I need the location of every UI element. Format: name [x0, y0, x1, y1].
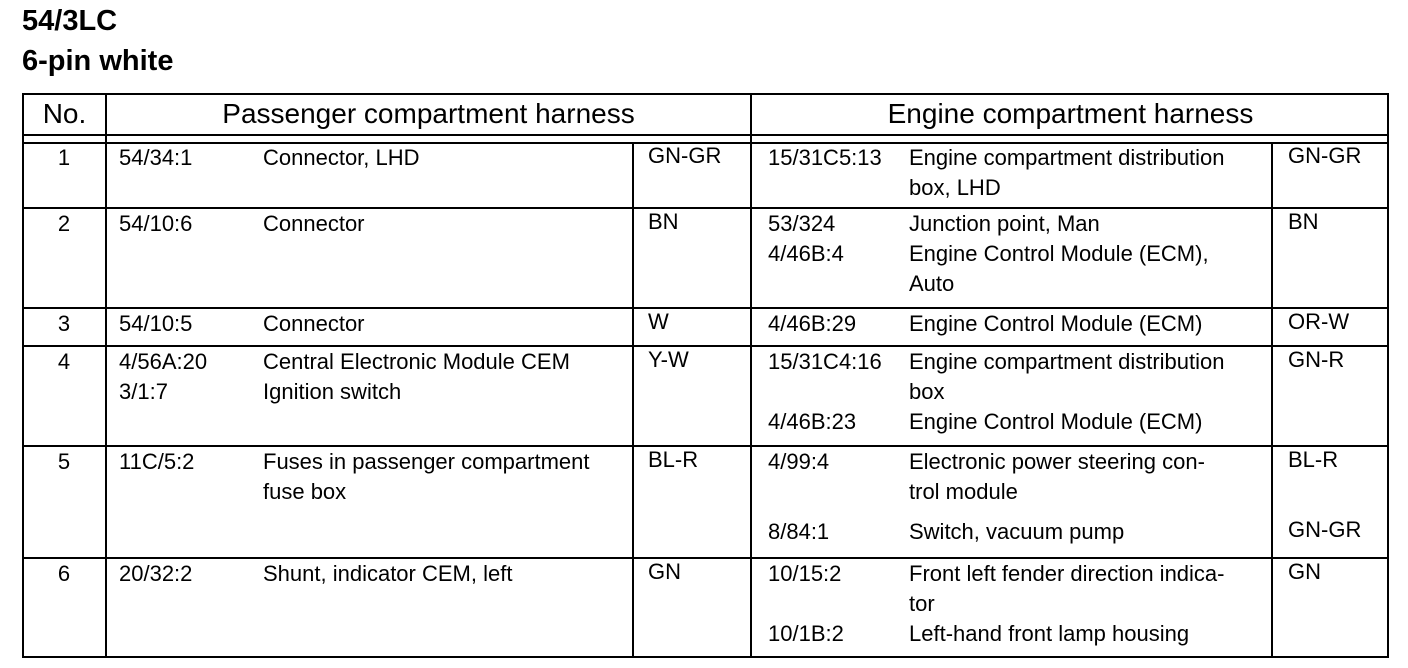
header-no: No.: [42, 98, 87, 129]
engine-wire-color: GN-GR: [1288, 143, 1362, 168]
divider-no: [105, 95, 107, 656]
engine-desc: Engine Control Module (ECM),: [909, 241, 1209, 266]
engine-ref: 10/15:2: [768, 561, 842, 586]
engine-ref: 4/46B:23: [768, 409, 857, 434]
engine-desc: Engine compartment distribution: [909, 349, 1225, 374]
passenger-ref: 4/56A:20: [119, 349, 208, 374]
engine-wire-color: GN-GR: [1288, 517, 1362, 542]
engine-desc: Engine Control Module (ECM): [909, 311, 1203, 336]
pin-number: 1: [57, 145, 71, 170]
engine-ref: 4/46B:4: [768, 241, 844, 266]
engine-wire-color: BL-R: [1288, 447, 1339, 472]
passenger-wire-color: BL-R: [648, 447, 699, 472]
passenger-wire-color: W: [648, 309, 669, 334]
engine-desc: Electronic power steering con-: [909, 449, 1205, 474]
row-divider: [24, 207, 1387, 209]
engine-desc: box, LHD: [909, 175, 1001, 200]
header-passenger: Passenger compartment harness: [222, 98, 635, 129]
passenger-ref: 11C/5:2: [119, 449, 195, 474]
passenger-ref: 3/1:7: [119, 379, 168, 404]
engine-ref: 53/324: [768, 211, 836, 236]
engine-ref: 15/31C4:16: [768, 349, 882, 374]
connector-code: 54/3LC: [22, 5, 118, 37]
passenger-desc: Connector: [263, 311, 365, 336]
pin-number: 2: [57, 211, 71, 236]
engine-ref: 10/1B:2: [768, 621, 844, 646]
passenger-desc: Connector, LHD: [263, 145, 420, 170]
engine-desc: Front left fender direction indica-: [909, 561, 1225, 586]
engine-wire-color: GN-R: [1288, 347, 1345, 372]
header-rule: [24, 134, 1387, 136]
passenger-desc: Shunt, indicator CEM, left: [263, 561, 513, 586]
passenger-ref: 54/10:6: [119, 211, 193, 236]
engine-wire-color: GN: [1288, 559, 1321, 584]
passenger-desc: fuse box: [263, 479, 347, 504]
pin-number: 5: [57, 449, 71, 474]
engine-ref: 15/31C5:13: [768, 145, 882, 170]
header-engine: Engine compartment harness: [887, 98, 1254, 129]
pin-number: 3: [57, 311, 71, 336]
passenger-ref: 20/32:2: [119, 561, 193, 586]
passenger-wire-color: Y-W: [648, 347, 689, 372]
engine-desc: tor: [909, 591, 935, 616]
pin-number: 4: [57, 349, 71, 374]
divider-engine-color: [1271, 144, 1273, 656]
engine-desc: Switch, vacuum pump: [909, 519, 1125, 544]
divider-harness: [750, 95, 752, 656]
engine-ref: 4/99:4: [768, 449, 830, 474]
passenger-desc: Connector: [263, 211, 365, 236]
engine-desc: Junction point, Man: [909, 211, 1100, 236]
passenger-desc: Fuses in passenger compartment: [263, 449, 590, 474]
connector-type: 6-pin white: [22, 45, 174, 77]
engine-ref: 4/46B:29: [768, 311, 857, 336]
divider-passenger-color: [632, 144, 634, 656]
engine-desc: Engine compartment distribution: [909, 145, 1225, 170]
engine-desc: box: [909, 379, 945, 404]
engine-desc: trol module: [909, 479, 1018, 504]
engine-desc: Left-hand front lamp housing: [909, 621, 1190, 646]
passenger-ref: 54/34:1: [119, 145, 193, 170]
pin-table: [22, 93, 1389, 658]
passenger-wire-color: GN-GR: [648, 143, 722, 168]
engine-desc: Engine Control Module (ECM): [909, 409, 1203, 434]
engine-ref: 8/84:1: [768, 519, 830, 544]
passenger-wire-color: GN: [648, 559, 681, 584]
passenger-desc: Central Electronic Module CEM: [263, 349, 570, 374]
pin-number: 6: [57, 561, 71, 586]
passenger-ref: 54/10:5: [119, 311, 193, 336]
engine-wire-color: OR-W: [1288, 309, 1350, 334]
passenger-wire-color: BN: [648, 209, 679, 234]
passenger-desc: Ignition switch: [263, 379, 402, 404]
engine-desc: Auto: [909, 271, 955, 296]
engine-wire-color: BN: [1288, 209, 1319, 234]
